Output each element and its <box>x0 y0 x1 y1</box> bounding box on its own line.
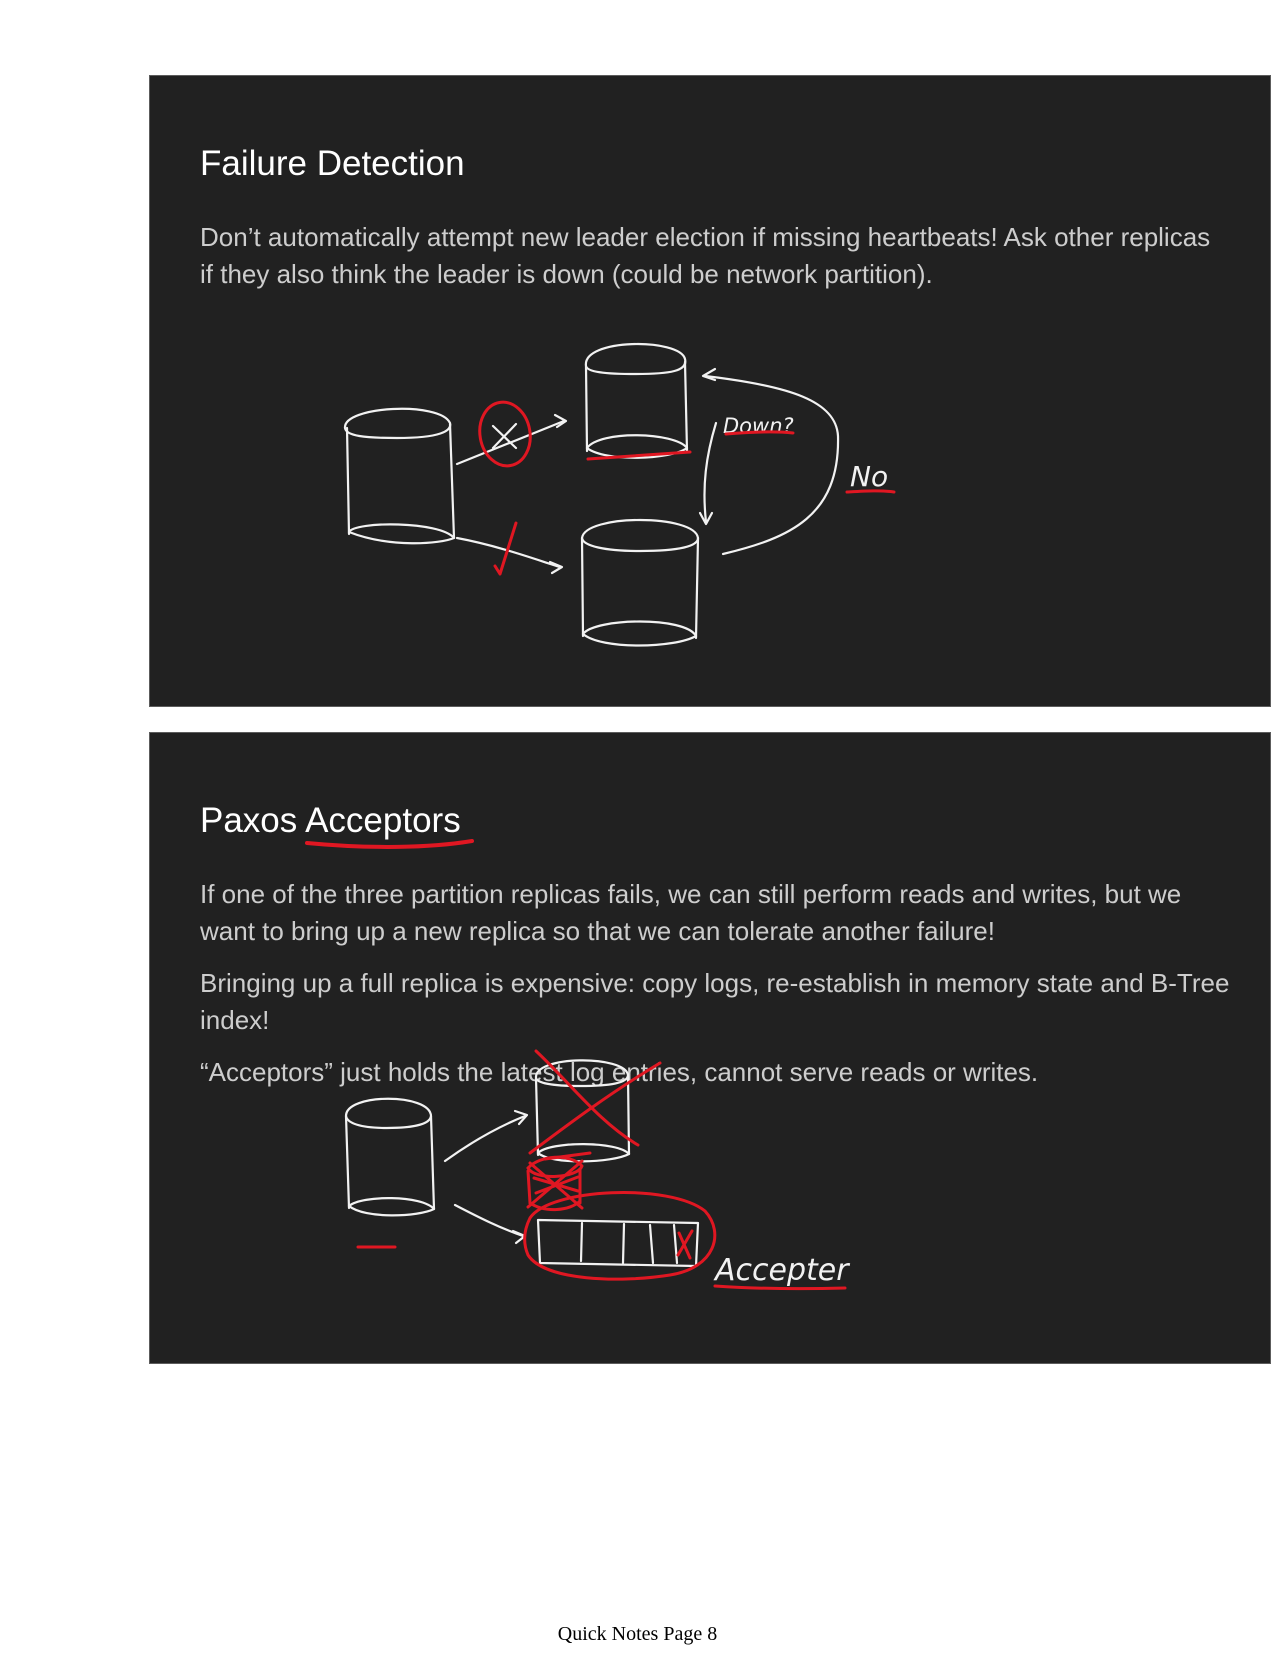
heartbeat-arrow-top <box>457 421 564 464</box>
slide-title <box>200 801 461 841</box>
underline-top-replica <box>588 452 690 459</box>
annotation-accepter: Accepter <box>715 1253 849 1288</box>
replication-arrow-top <box>445 1116 525 1161</box>
ok-check-mark <box>495 523 516 574</box>
slide-paragraph: Don’t automatically attempt new leader election if missing heartbeats! Ask other replicas if they also think the leader is down (could be network partition). <box>200 222 1211 289</box>
title-underline <box>307 841 472 847</box>
underline-down <box>726 432 793 434</box>
slide-failure-detection <box>150 76 1270 706</box>
blocked-circle-mark <box>475 398 535 470</box>
page-footer: Quick Notes Page 8 <box>557 1623 718 1645</box>
latest-entry-cross <box>678 1231 692 1258</box>
heartbeat-arrow-bottom <box>457 538 560 567</box>
acceptor-log-box <box>538 1220 698 1266</box>
ask-arrow <box>704 423 716 522</box>
annotation-down: Down? <box>723 414 794 438</box>
underline-no <box>847 491 894 492</box>
acceptor-circle-mark <box>525 1193 715 1280</box>
reply-arrow <box>705 376 838 554</box>
slide-paragraph: Bringing up a full replica is expensive: copy logs, re-establish in memory state and B-Tree index! <box>200 968 1230 1035</box>
replica-cylinder-bottom <box>582 520 698 646</box>
slide-paxos-acceptors <box>150 733 1270 1363</box>
slide-title: Failure Detection <box>200 144 465 183</box>
slide-title-plain: Paxos <box>200 801 298 840</box>
underline-accepter <box>715 1286 845 1289</box>
scribbled-cylinder-mark <box>528 1153 590 1210</box>
slide-paragraph: “Acceptors” just holds the latest log entries, cannot serve reads or writes. <box>200 1057 1039 1087</box>
replica-cylinder-left <box>346 1099 434 1216</box>
annotation-no: No <box>850 460 889 493</box>
replication-arrow-bottom <box>455 1205 523 1236</box>
slide-paragraph: If one of the three partition replicas fails, we can still perform reads and writes, but we want to bring up a new replica so that we can tolerate another failure! <box>200 879 1182 946</box>
replica-cylinder-top <box>586 344 687 458</box>
slide-title-underlined: Acceptors <box>305 801 461 840</box>
replica-cylinder-left <box>345 409 454 543</box>
